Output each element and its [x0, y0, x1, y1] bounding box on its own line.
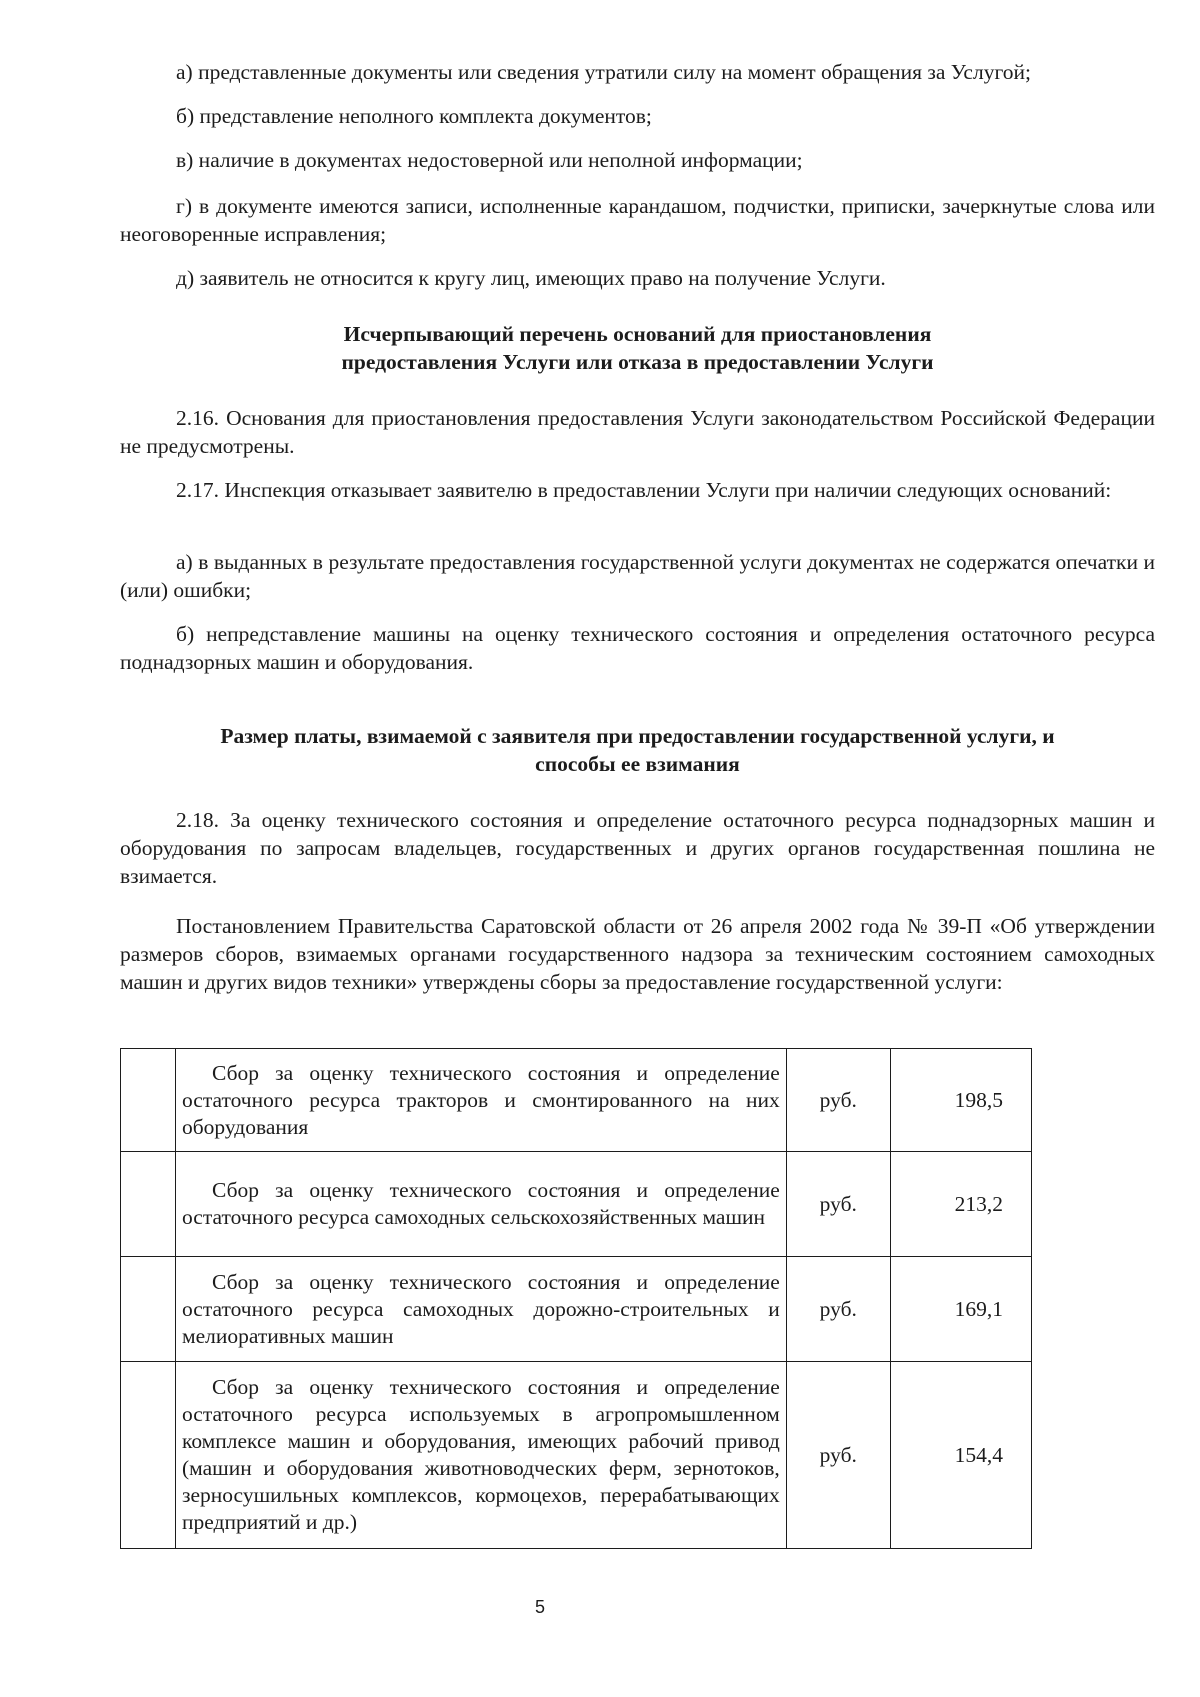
fee-unit-cell: руб. — [786, 1049, 890, 1152]
fee-amount-cell: 198,5 — [890, 1049, 1031, 1152]
fee-unit-cell: руб. — [786, 1362, 890, 1549]
row-number-cell — [121, 1049, 176, 1152]
list-item-d: д) заявитель не относится к кругу лиц, имеющих право на получение Услуги. — [176, 266, 886, 290]
heading-line: Размер платы, взимаемой с заявителя при предоставлении государственной услуги, и — [220, 724, 1055, 748]
refusal-item-b: б) непредставление машины на оценку технического состояния и определения остаточного ресурса поднадзорных машин и оборудования. — [120, 622, 1155, 674]
fees-table — [120, 1048, 1032, 1549]
fee-description-cell: Сбор за оценку технического состояния и определение остаточного ресурса тракторов и смонтированного на них оборудования — [175, 1049, 786, 1152]
fee-description-cell: Сбор за оценку технического состояния и определение остаточного ресурса самоходных сельскохозяйственных машин — [175, 1152, 786, 1257]
heading-line: Исчерпывающий перечень оснований для приостановления — [343, 322, 932, 346]
table-row — [121, 1257, 1032, 1362]
list-item-a: а) представленные документы или сведения утратили силу на момент обращения за Услугой; — [176, 60, 1031, 84]
row-number-cell — [121, 1152, 176, 1257]
fee-amount-cell: 169,1 — [890, 1257, 1031, 1362]
fee-description-cell: Сбор за оценку технического состояния и определение остаточного ресурса самоходных дорожно-строительных и мелиоративных машин — [175, 1257, 786, 1362]
list-item-b: б) представление неполного комплекта документов; — [176, 104, 652, 128]
paragraph-2-16: 2.16. Основания для приостановления предоставления Услуги законодательством Российской Федерации не предусмотрены. — [120, 406, 1155, 458]
heading-line: способы ее взимания — [535, 752, 740, 776]
heading-line: предоставления Услуги или отказа в предоставлении Услуги — [341, 350, 934, 374]
paragraph-resolution: Постановлением Правительства Саратовской области от 26 апреля 2002 года № 39-П «Об утверждении размеров сборов, взимаемых органами государственного надзора за техническим состоянием самоходных машин и других видов техники» утверждены сборы за предоставление государственной услуги: — [120, 914, 1155, 994]
list-item-g: г) в документе имеются записи, исполненные карандашом, подчистки, приписки, зачеркнутые слова или неоговоренные исправления; — [120, 194, 1155, 246]
row-number-cell — [121, 1362, 176, 1549]
paragraph-2-17: 2.17. Инспекция отказывает заявителю в предоставлении Услуги при наличии следующих оснований: — [176, 478, 1112, 502]
refusal-item-a: а) в выданных в результате предоставления государственной услуги документах не содержатся опечатки и (или) ошибки; — [120, 550, 1155, 602]
paragraph-2-18: 2.18. За оценку технического состояния и определение остаточного ресурса поднадзорных машин и оборудования по запросам владельцев, государственных и других органов государственная пошлина не взимается. — [120, 808, 1155, 888]
fee-unit-cell: руб. — [786, 1257, 890, 1362]
table-row — [121, 1049, 1032, 1152]
table-row — [121, 1362, 1032, 1549]
fee-description-cell: Сбор за оценку технического состояния и определение остаточного ресурса используемых в агропромышленном комплексе машин и оборудования, имеющих рабочий привод (машин и оборудования животноводческих ферм, зернотоков, зерносушильных комплексов, кормоцехов, перерабатывающих предприятий и др.) — [175, 1362, 786, 1549]
page-number: 5 — [534, 1597, 545, 1617]
row-number-cell — [121, 1257, 176, 1362]
table-row — [121, 1152, 1032, 1257]
fee-amount-cell: 154,4 — [890, 1362, 1031, 1549]
list-item-v: в) наличие в документах недостоверной или неполной информации; — [176, 148, 803, 172]
fee-unit-cell: руб. — [786, 1152, 890, 1257]
fee-amount-cell: 213,2 — [890, 1152, 1031, 1257]
